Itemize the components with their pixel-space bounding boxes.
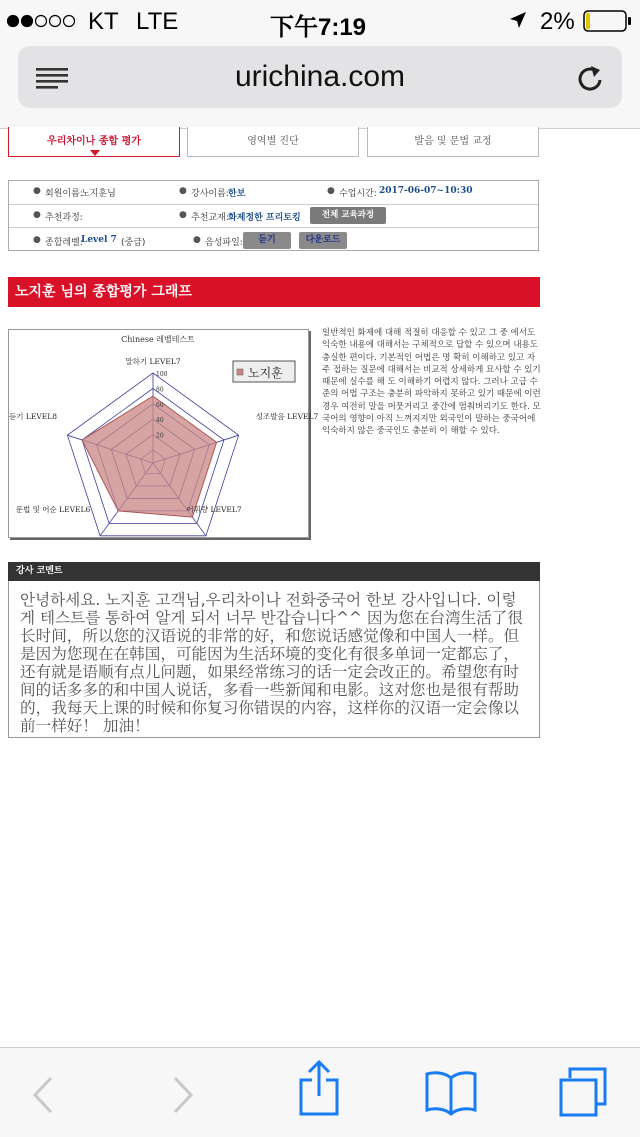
section-title: 노지훈 님의 종합평가 그래프 xyxy=(8,277,540,307)
all-courses-button[interactable]: 전체 교육과정 xyxy=(310,207,386,224)
download-button[interactable]: 다운로드 xyxy=(299,232,347,249)
axis-label: 듣기 LEVEL8 xyxy=(9,412,57,421)
tick-label: 40 xyxy=(156,417,164,425)
tab-label: 영역별 진단 xyxy=(247,136,299,147)
level-value: Level 7 xyxy=(81,235,117,245)
active-tab-caret-icon xyxy=(90,150,100,156)
axis-label: 말하기 LEVEL7 xyxy=(125,357,181,366)
level-label: 종합레벨: xyxy=(45,238,83,248)
teacher-comment-box xyxy=(8,581,540,738)
signal-dot xyxy=(64,16,75,27)
legend-swatch xyxy=(237,369,243,375)
forward-icon[interactable] xyxy=(172,1076,194,1118)
info-row xyxy=(9,204,538,227)
browser-toolbar xyxy=(0,1047,640,1137)
share-icon[interactable] xyxy=(298,1060,340,1122)
axis-label: 성조발음 LEVEL7 xyxy=(255,412,319,421)
data-series-area xyxy=(82,396,217,517)
member-label: 회원이름: xyxy=(45,189,83,199)
class-time-label: 수업시간: xyxy=(339,189,377,199)
tab-pronunciation-grammar[interactable] xyxy=(367,127,539,157)
chart-title: Chinese 레벨테스트 xyxy=(121,335,195,344)
recommend-course-label: 추천과정: xyxy=(45,213,83,223)
clock: 下午7:19 xyxy=(270,14,367,41)
battery-percent: 2% xyxy=(540,8,575,35)
bullet-icon: ● xyxy=(33,210,41,220)
tab-area-diagnosis[interactable] xyxy=(187,127,359,157)
level-suffix: (중급) xyxy=(121,238,146,248)
url-text[interactable]: urichina.com xyxy=(234,60,406,93)
member-value: 노지훈님 xyxy=(81,189,116,199)
recommend-material-label: 추천교재: xyxy=(191,213,229,223)
class-time-value: 2017-06-07~10:30 xyxy=(379,186,473,196)
comment-header: 강사 코멘트 xyxy=(8,562,540,581)
status-bar xyxy=(0,0,640,42)
radar-chart-panel xyxy=(8,329,319,538)
legend-label: 노지훈 xyxy=(248,366,283,380)
tick-label: 20 xyxy=(156,432,164,440)
signal-dot xyxy=(50,16,61,27)
battery-icon xyxy=(583,10,633,36)
signal-dot xyxy=(36,16,47,27)
tick-label: 80 xyxy=(156,386,164,394)
student-info-box xyxy=(8,180,539,251)
axis-label: 문법 및 어순 LEVEL6 xyxy=(15,505,91,514)
signal-strength-icon xyxy=(6,13,78,27)
info-row xyxy=(9,181,538,204)
tab-overall-evaluation[interactable] xyxy=(8,127,180,157)
info-row xyxy=(9,227,538,252)
bullet-icon: ● xyxy=(33,235,41,245)
radar-chart xyxy=(9,330,319,537)
signal-dot xyxy=(8,16,19,27)
chart-legend xyxy=(233,361,295,382)
location-arrow-icon xyxy=(508,10,528,34)
bookmarks-icon[interactable] xyxy=(424,1070,478,1118)
bullet-icon: ● xyxy=(327,186,335,196)
tab-label: 우리차이나 종합 평가 xyxy=(47,136,141,147)
axis-label: 어휘량 LEVEL7 xyxy=(186,505,242,514)
listen-button[interactable]: 듣기 xyxy=(243,232,291,249)
bullet-icon: ● xyxy=(193,235,201,245)
tabs-icon[interactable] xyxy=(558,1066,608,1122)
bullet-icon: ● xyxy=(33,186,41,196)
audio-label: 음성파일: xyxy=(205,238,243,248)
teacher-comment-text: 안녕하세요. 노지훈 고객님,우리차이나 전화중국어 한보 강사입니다. 이렇게 테스트를 통하여 알게 되서 너무 반갑습니다^^ 因为您在台湾生活了很长时间，所以您的汉语说的非常的好，和您说话感觉像和中国人一样。但是因为您现在在韩国，可能因为生活环境的变化有很多单词一定都忘了，还有就是语顺有点儿问题，如果经常练习的话一定会改正的。希望您有时间的话多多的和中国人说话，多看一些新闻和电影。这对您也是很有帮助的，我每天上课的时候和你复习你错误的内容，这样你的汉语一定会像以前一样好！ 加油！ xyxy=(20,591,523,735)
back-icon[interactable] xyxy=(32,1076,54,1118)
teacher-value: 한보 xyxy=(228,189,246,199)
bullet-icon: ● xyxy=(179,186,187,196)
evaluation-description: 일반적인 화제에 대해 적절히 대응할 수 있고 그 중 에서도 익숙한 내용에 대해서는 구체적으로 답할 수 있으며 내용도 충실한 편이다. 기본적인 어법은 명 확히 이해하고 있고 자주 접하는 질문에 대해서는 비교적 상세하게 묘사할 수 있기 때문에 실수를 해 도 이해하기 어렵지 않다. 그러나 고급 수준의 어법 구조는 충분히 파악하지 못하고 있기 때문에 이런 경우 여전히 말을 머뭇거리고 중간에 멈춰버리기도 한다. 모국어의 영향이 아직 느껴지지만 외국인이 말하는 중국어에 익숙하지 않은 중국인도 충분히 이 해할 수 있다. xyxy=(322,328,541,437)
tab-label: 발음 및 문법 교정 xyxy=(414,136,492,147)
tick-label: 60 xyxy=(156,401,164,409)
bullet-icon: ● xyxy=(179,210,187,220)
reload-icon[interactable] xyxy=(576,62,606,98)
signal-dot xyxy=(22,16,33,27)
network-label: LTE xyxy=(136,8,179,35)
carrier-label: KT xyxy=(88,8,119,35)
teacher-label: 강사이름: xyxy=(191,189,229,199)
browser-header xyxy=(0,42,640,129)
recommend-material-value: 화제정한 프리토킹 xyxy=(228,213,301,223)
tick-label: 100 xyxy=(156,371,168,378)
address-bar[interactable] xyxy=(18,46,622,108)
